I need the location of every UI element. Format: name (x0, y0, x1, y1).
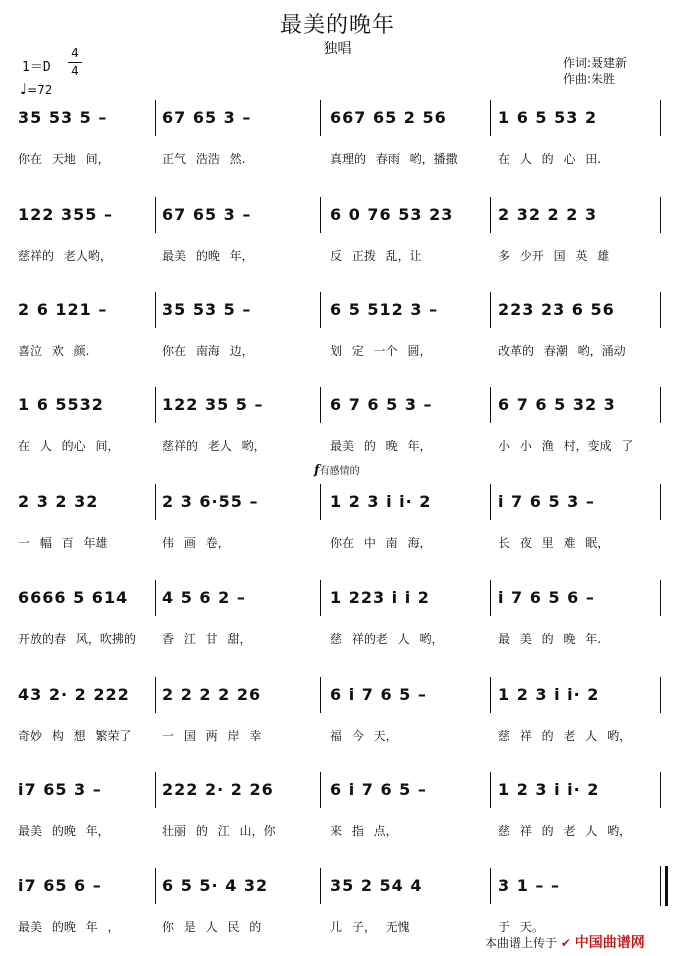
lyric-text: 反 正拨 乱，让 (330, 249, 422, 263)
time-signature (68, 46, 82, 79)
barline (320, 484, 321, 520)
lyric-text: 最美 的 晚 年， (330, 439, 432, 453)
measure-notes: 122 355 – (18, 205, 113, 224)
measure-notes: 1 223 i i 2 (330, 588, 430, 607)
measure-notes: 35 2 54 4 (330, 876, 423, 895)
notes-line (0, 876, 675, 898)
measure-notes: 2 2 2 2 26 (162, 685, 262, 704)
lyric-text: 在 人 的 心 田. (498, 152, 602, 166)
barline (660, 484, 661, 520)
lyric-text: 你在 南海 边， (162, 344, 254, 358)
lyric-text: 改革的 春潮 哟，涌动 (498, 344, 626, 358)
lyric-text: 香 江 甘 甜， (162, 632, 252, 646)
measure-notes: 1 2 3 i i· 2 (330, 492, 432, 511)
forte-mark: f (314, 463, 320, 478)
measure-notes: 6 5 5· 4 32 (162, 876, 269, 895)
barline (320, 677, 321, 713)
lyric-text: 一 幅 百 年雄 (18, 536, 108, 550)
lyric-text: 你在 中 南 海， (330, 536, 432, 550)
barline (490, 197, 491, 233)
notes-line (0, 685, 675, 707)
barline (660, 580, 661, 616)
barline (490, 100, 491, 136)
barline (490, 868, 491, 904)
lyrics-line (0, 727, 675, 743)
lyrics-line (0, 150, 675, 166)
key-signature: 1＝D (22, 60, 51, 75)
measure-notes: i 7 6 5 6 – (498, 588, 595, 607)
lyric-text: 慈祥的 老人哟， (18, 249, 112, 263)
lyric-text: 最 美 的 晚 年. (498, 632, 602, 646)
notes-line (0, 300, 675, 322)
measure-notes: 667 65 2 56 (330, 108, 447, 127)
notes-line (0, 492, 675, 514)
barline (155, 292, 156, 328)
measure-notes: 1 6 5 53 2 (498, 108, 598, 127)
measure-notes: 6666 5 614 (18, 588, 129, 607)
measure-notes: 43 2· 2 222 (18, 685, 130, 704)
barline (155, 868, 156, 904)
barline (660, 677, 661, 713)
barline (155, 197, 156, 233)
lyric-text: 慈 祥 的 老 人 哟， (498, 729, 632, 743)
lyric-text: 来 指 点， (330, 824, 398, 838)
measure-notes: 67 65 3 – (162, 205, 252, 224)
lyric-text: 你在 天地 间， (18, 152, 110, 166)
lyric-text: 喜泣 欢 颜. (18, 344, 90, 358)
barline (320, 772, 321, 808)
barline (660, 292, 661, 328)
lyric-text: 在 人 的心 间， (18, 439, 120, 453)
measure-notes: 223 23 6 56 (498, 300, 615, 319)
barline (490, 772, 491, 808)
measure-notes: 2 32 2 2 3 (498, 205, 598, 224)
measure-notes: 6 i 7 6 5 – (330, 685, 427, 704)
lyric-text: 小 小 渔 村，变成 了 (498, 439, 634, 453)
measure-notes: 1 2 3 i i· 2 (498, 780, 600, 799)
time-signature-top: 4 (71, 46, 79, 60)
barline (320, 100, 321, 136)
notes-line (0, 395, 675, 417)
lyric-text: 最美 的晚 年 ， (18, 920, 120, 934)
upload-text: 本曲谱上传于 (485, 936, 558, 950)
song-subtitle: 独唱 (323, 41, 352, 57)
barline (320, 197, 321, 233)
song-title: 最美的晚年 (279, 13, 395, 38)
lyrics-line (0, 630, 675, 646)
measure-notes: 2 6 121 – (18, 300, 108, 319)
measure-notes: 1 6 5532 (18, 395, 104, 414)
measure-notes: i7 65 6 – (18, 876, 102, 895)
composer: 作曲:朱胜 (563, 72, 616, 86)
barline (490, 580, 491, 616)
barline (660, 197, 661, 233)
site-name: 中国曲谱网 (574, 935, 645, 951)
lyricist: 作词:聂建新 (563, 56, 628, 70)
tempo-value: =72 (27, 83, 53, 97)
barline (660, 100, 661, 136)
lyric-text: 于 天。 (498, 920, 544, 934)
lyric-text: 划 定 一个 圆， (330, 344, 432, 358)
lyric-text: 慈 祥 的 老 人 哟， (498, 824, 632, 838)
barline (320, 387, 321, 423)
measure-notes: 3 1 – – (498, 876, 560, 895)
measure-notes: 35 53 5 – (162, 300, 252, 319)
lyrics-line (0, 822, 675, 838)
barline (660, 772, 661, 808)
measure-notes: 222 2· 2 26 (162, 780, 274, 799)
barline (320, 580, 321, 616)
final-barline (660, 866, 668, 906)
measure-notes: i 7 6 5 3 – (498, 492, 595, 511)
barline (155, 580, 156, 616)
lyric-text: 开放的春 风，吹拂的 (18, 632, 136, 646)
expression-mark (314, 462, 360, 478)
measure-notes: 2 3 6·55 – (162, 492, 259, 511)
barline (660, 387, 661, 423)
lyric-text: 多 少开 国 英 雄 (498, 249, 610, 263)
lyric-text: 你 是 人 民 的 (162, 920, 262, 934)
measure-notes: 35 53 5 – (18, 108, 108, 127)
barline (155, 677, 156, 713)
measure-notes: 122 35 5 – (162, 395, 264, 414)
barline (320, 868, 321, 904)
measure-notes: 67 65 3 – (162, 108, 252, 127)
barline (155, 484, 156, 520)
lyric-text: 最美 的晚 年， (18, 824, 110, 838)
lyrics-line (0, 534, 675, 550)
time-signature-bottom: 4 (71, 64, 79, 78)
quarter-note-icon: ♩ (20, 80, 28, 98)
barline (490, 677, 491, 713)
lyric-text: 壮丽 的 江 山，你 (162, 824, 276, 838)
lyric-text: 福 今 天， (330, 729, 398, 743)
barline (490, 484, 491, 520)
footer (485, 932, 645, 952)
lyric-text: 一 国 两 岸 幸 (162, 729, 262, 743)
measure-notes: 6 7 6 5 32 3 (498, 395, 616, 414)
lyrics-line (0, 437, 675, 453)
lyric-text: 真理的 春雨 哟，播撒 (330, 152, 458, 166)
lyric-text: 慈 祥的老 人 哟， (330, 632, 444, 646)
lyric-text: 长 夜 里 难 眠， (498, 536, 610, 550)
notes-line (0, 108, 675, 130)
lyric-text: 正气 浩浩 然. (162, 152, 246, 166)
notes-line (0, 780, 675, 802)
expression-text: 有感情的 (319, 466, 360, 477)
barline (320, 292, 321, 328)
lyric-text: 伟 画 卷， (162, 536, 230, 550)
measure-notes: i7 65 3 – (18, 780, 102, 799)
credits (563, 55, 627, 87)
tempo-mark (20, 80, 52, 98)
barline (155, 387, 156, 423)
measure-notes: 6 7 6 5 3 – (330, 395, 433, 414)
barline (155, 100, 156, 136)
measure-notes: 4 5 6 2 – (162, 588, 246, 607)
notes-line (0, 205, 675, 227)
lyrics-line (0, 342, 675, 358)
measure-notes: 6 i 7 6 5 – (330, 780, 427, 799)
barline (155, 772, 156, 808)
lyrics-line (0, 247, 675, 263)
barline (490, 292, 491, 328)
site-logo-icon: ✔ (560, 936, 571, 950)
lyric-text: 最美 的晚 年， (162, 249, 254, 263)
barline (490, 387, 491, 423)
lyric-text: 奇妙 构 想 繁荣了 (18, 729, 132, 743)
measure-notes: 2 3 2 32 (18, 492, 99, 511)
lyric-text: 儿 子， 无愧 (330, 920, 410, 934)
measure-notes: 6 5 512 3 – (330, 300, 439, 319)
measure-notes: 6 0 76 53 23 (330, 205, 454, 224)
measure-notes: 1 2 3 i i· 2 (498, 685, 600, 704)
notes-line (0, 588, 675, 610)
lyric-text: 慈祥的 老人 哟， (162, 439, 266, 453)
